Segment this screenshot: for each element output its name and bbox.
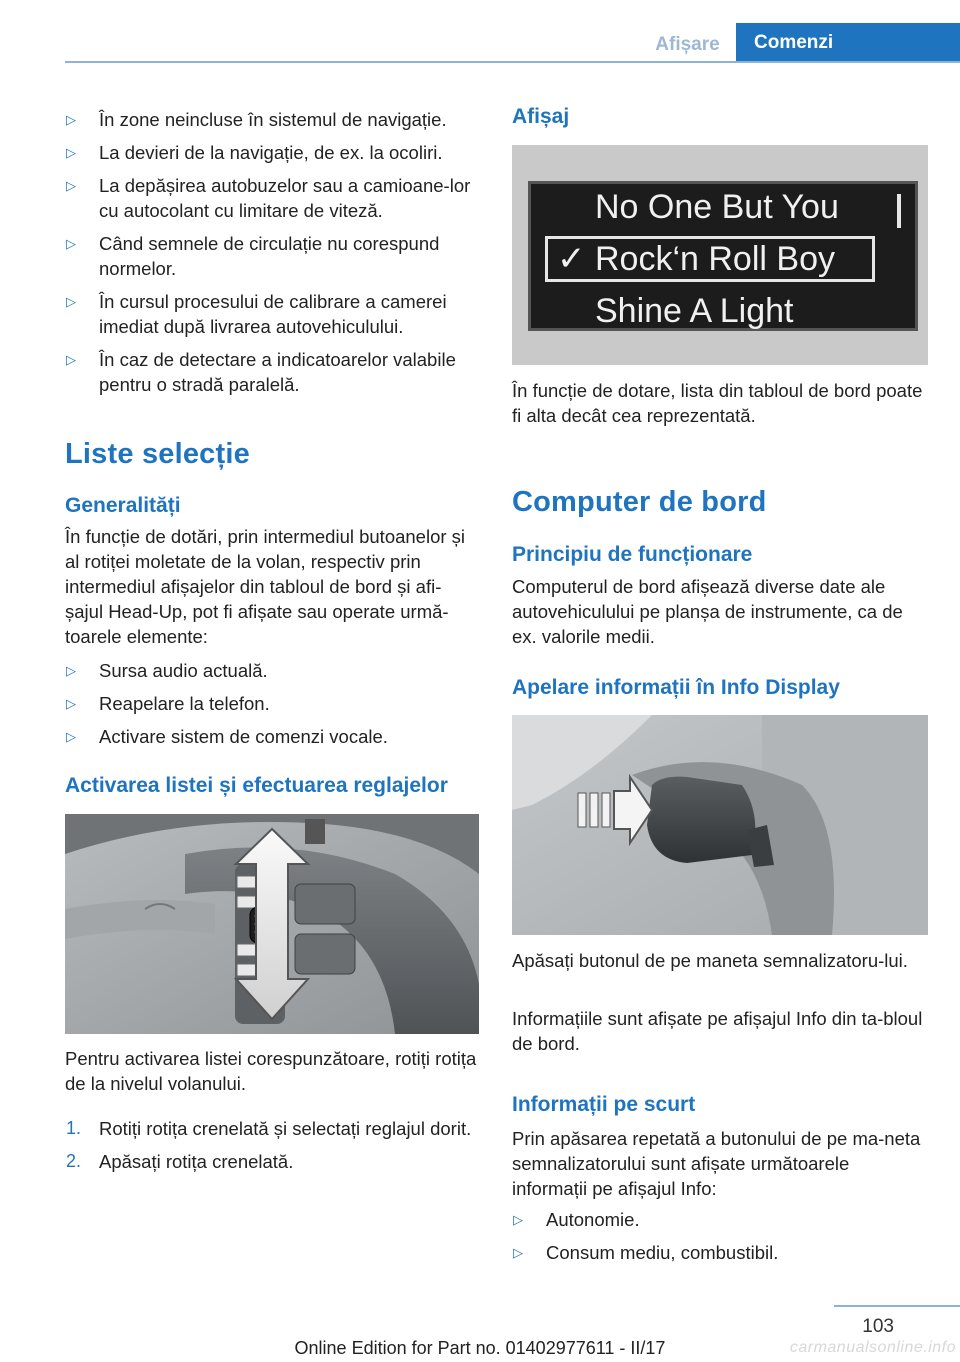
- heading-apelare: Apelare informații în Info Display: [512, 676, 840, 699]
- triangle-bullet-icon: ▷: [66, 236, 76, 251]
- check-icon: ✓: [557, 240, 586, 278]
- list-item: ▷ În zone neincluse în sistemul de navigație.: [66, 109, 447, 130]
- triangle-bullet-icon: ▷: [513, 1245, 523, 1260]
- step-number: 2.: [66, 1151, 82, 1171]
- footer-rule: [834, 1305, 960, 1307]
- list-item: ▷ Activare sistem de comenzi vocale.: [66, 726, 388, 747]
- triangle-bullet-icon: ▷: [66, 696, 76, 711]
- principle-paragraph: Computerul de bord afișează diverse date ale autovehiculului pe planșa de instrumente, ca de ex. valorile medii.: [512, 576, 903, 647]
- heading-informatii-pe-scurt: Informații pe scurt: [512, 1093, 696, 1116]
- tab-comenzi[interactable]: Comenzi: [736, 23, 960, 63]
- header-rule: [65, 61, 960, 63]
- triangle-bullet-icon: ▷: [66, 294, 76, 309]
- instrument-display: [528, 181, 918, 331]
- call-paragraph-2: Informațiile sunt afișate pe afișajul Info din ta-bloul de bord.: [512, 1008, 923, 1054]
- triangle-bullet-icon: ▷: [66, 729, 76, 744]
- short-paragraph: Prin apăsarea repetată a butonului de pe ma-neta semnalizatorului sunt afișate următoarele informații pe afișajul Info:: [512, 1128, 921, 1199]
- tab-afisare[interactable]: Afișare: [655, 34, 720, 55]
- general-bullet-list: [65, 658, 479, 749]
- watermark-logo: carmanualsonline.info: [789, 1339, 956, 1356]
- list-item: ▷ Reapelare la telefon.: [66, 693, 270, 714]
- display-caption: În funcție de dotare, lista din tabloul de bord poate fi alta decât cea reprezentată.: [512, 380, 923, 426]
- section-title-liste-selectie: Liste selecție: [65, 438, 250, 470]
- triangle-bullet-icon: ▷: [66, 352, 76, 367]
- turn-signal-image: [512, 715, 928, 935]
- call-paragraph-1: Apăsați butonul de pe maneta semnalizatoru-lui.: [512, 950, 908, 971]
- list-item: ▷ Autonomie.: [513, 1209, 640, 1230]
- triangle-bullet-icon: ▷: [66, 112, 76, 127]
- heading-activarea-listei: Activarea listei și efectuarea reglajelor: [65, 774, 448, 797]
- heading-principiu: Principiu de funcționare: [512, 543, 753, 566]
- list-item: ▷ Când semnele de circulație nu corespund normelor.: [66, 233, 440, 279]
- short-bullet-list: [512, 1207, 928, 1265]
- list-item: 2. Apăsați rotița crenelată.: [66, 1151, 294, 1172]
- display-list-item: Shine A Light: [595, 292, 794, 330]
- steps-list: [65, 1116, 479, 1174]
- page-number: 103: [862, 1316, 894, 1337]
- general-paragraph: În funcție de dotări, prin intermediul butoanelor și al rotiței moletate de la volan, respectiv prin intermediul afișajelor din tabloul de bord și afi-șajul Head-Up, pot fi afișate sau operate urmă-toarele elemente:: [65, 526, 466, 647]
- list-item: ▷ La depășirea autobuzelor sau a camioane-lor cu autocolant cu limitare de viteză.: [66, 175, 471, 221]
- triangle-bullet-icon: ▷: [513, 1212, 523, 1227]
- display-list-item-selected: Rock‘n Roll Boy: [595, 240, 835, 278]
- list-item: ▷ La devieri de la navigație, de ex. la ocoliri.: [66, 142, 443, 163]
- display-list-item: No One But You: [595, 188, 839, 226]
- list-item: ▷ Sursa audio actuală.: [66, 660, 268, 681]
- section-title-computer-de-bord: Computer de bord: [512, 486, 767, 518]
- steering-wheel-image: [65, 814, 479, 1034]
- scrollbar-indicator: [897, 194, 901, 228]
- display-list-image: [512, 145, 928, 365]
- list-item: ▷ Consum mediu, combustibil.: [513, 1242, 779, 1263]
- triangle-bullet-icon: ▷: [66, 663, 76, 678]
- list-item: ▷ În cursul procesului de calibrare a camerei imediat după livrarea autovehiculului.: [66, 291, 447, 337]
- list-item: 1. Rotiți rotița crenelată și selectați reglajul dorit.: [66, 1118, 472, 1139]
- heading-afisaj: Afișaj: [512, 105, 570, 128]
- edition-footer: Online Edition for Part no. 01402977611 - II/17: [294, 1338, 666, 1358]
- heading-generalitati: Generalități: [65, 494, 181, 517]
- activation-paragraph: Pentru activarea listei corespunzătoare, rotiți rotița de la nivelul volanului.: [65, 1048, 477, 1094]
- triangle-bullet-icon: ▷: [66, 178, 76, 193]
- step-number: 1.: [66, 1118, 82, 1138]
- steering-wheel-illustration: [65, 814, 479, 1034]
- top-bullet-list: [65, 107, 479, 397]
- triangle-bullet-icon: ▷: [66, 145, 76, 160]
- turn-signal-illustration: [512, 715, 928, 935]
- list-item: ▷ În caz de detectare a indicatoarelor valabile pentru o stradă paralelă.: [66, 349, 456, 395]
